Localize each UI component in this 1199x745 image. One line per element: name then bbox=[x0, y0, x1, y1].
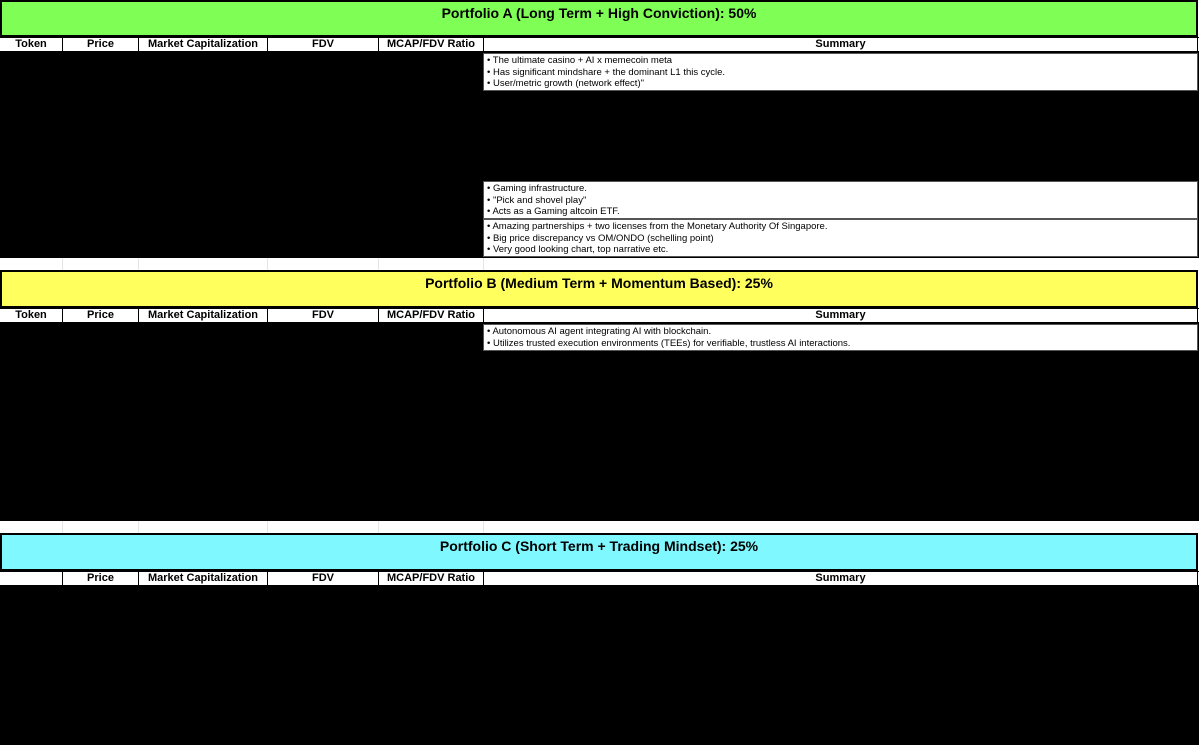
portfolio-a-header-row bbox=[0, 37, 1199, 52]
col-fdv-header: FDV bbox=[267, 309, 378, 323]
col-summary-header: Summary bbox=[483, 38, 1198, 52]
col-token-header bbox=[0, 572, 62, 586]
portfolio-b-redacted-block bbox=[0, 323, 1199, 521]
portfolio-a-summary-2 bbox=[483, 181, 1198, 219]
col-summary-header: Summary bbox=[483, 309, 1198, 323]
summary-bullet: • Very good looking chart, top narrative etc. bbox=[487, 244, 669, 255]
summary-bullet: • "Pick and shovel play" bbox=[487, 194, 587, 206]
summary-bullet: • Amazing partnerships + two licenses from the Monetary Authority Of Singapore. bbox=[487, 221, 828, 232]
col-price-header: Price bbox=[62, 572, 138, 586]
col-summary-header: Summary bbox=[483, 572, 1198, 586]
portfolio-c-header-row bbox=[0, 571, 1199, 586]
portfolio-b-header-row bbox=[0, 308, 1199, 323]
col-price-header: Price bbox=[62, 38, 138, 52]
col-ratio-header: MCAP/FDV Ratio bbox=[378, 309, 483, 323]
portfolio-a-banner bbox=[0, 0, 1198, 37]
summary-bullet: • Has significant mindshare + the dominant L1 this cycle. bbox=[487, 66, 726, 78]
portfolio-b-title: Portfolio B (Medium Term + Momentum Based): 25% bbox=[425, 275, 773, 291]
portfolio-c-title: Portfolio C (Short Term + Trading Mindset): 25% bbox=[439, 538, 759, 554]
portfolio-c-banner bbox=[0, 533, 1198, 571]
col-mcap-header: Market Capitalization bbox=[138, 38, 267, 52]
col-fdv-header: FDV bbox=[267, 38, 378, 52]
summary-bullet: • Acts as a Gaming altcoin ETF. bbox=[487, 206, 620, 217]
spacer-row bbox=[0, 521, 1199, 533]
portfolio-a-summary-1 bbox=[483, 53, 1198, 91]
summary-bullet: • User/metric growth (network effect)" bbox=[487, 78, 644, 89]
portfolio-b-summary-1 bbox=[483, 324, 1198, 351]
col-mcap-header: Market Capitalization bbox=[138, 572, 267, 586]
summary-bullet: • Big price discrepancy vs OM/ONDO (schelling point) bbox=[487, 232, 714, 244]
portfolio-a-title: Portfolio A (Long Term + High Conviction): 50% bbox=[441, 5, 757, 21]
col-token-header: Token bbox=[15, 309, 47, 321]
portfolio-b-banner bbox=[0, 270, 1198, 308]
col-price-header: Price bbox=[62, 309, 138, 323]
spacer-row bbox=[0, 258, 1199, 270]
portfolio-a-summary-3 bbox=[483, 219, 1198, 257]
portfolio-c-redacted-block bbox=[0, 586, 1199, 745]
col-token-header: Token bbox=[15, 38, 47, 50]
summary-bullet: • The ultimate casino + AI x memecoin meta bbox=[487, 55, 673, 66]
col-fdv-header: FDV bbox=[267, 572, 378, 586]
col-ratio-header: MCAP/FDV Ratio bbox=[378, 38, 483, 52]
summary-bullet: • Utilizes trusted execution environments (TEEs) for verifiable, trustless AI interactions. bbox=[487, 337, 851, 349]
summary-bullet: • Autonomous AI agent integrating AI with blockchain. bbox=[487, 326, 712, 337]
summary-bullet: • Gaming infrastructure. bbox=[487, 183, 587, 194]
col-ratio-header: MCAP/FDV Ratio bbox=[378, 572, 483, 586]
col-mcap-header: Market Capitalization bbox=[138, 309, 267, 323]
